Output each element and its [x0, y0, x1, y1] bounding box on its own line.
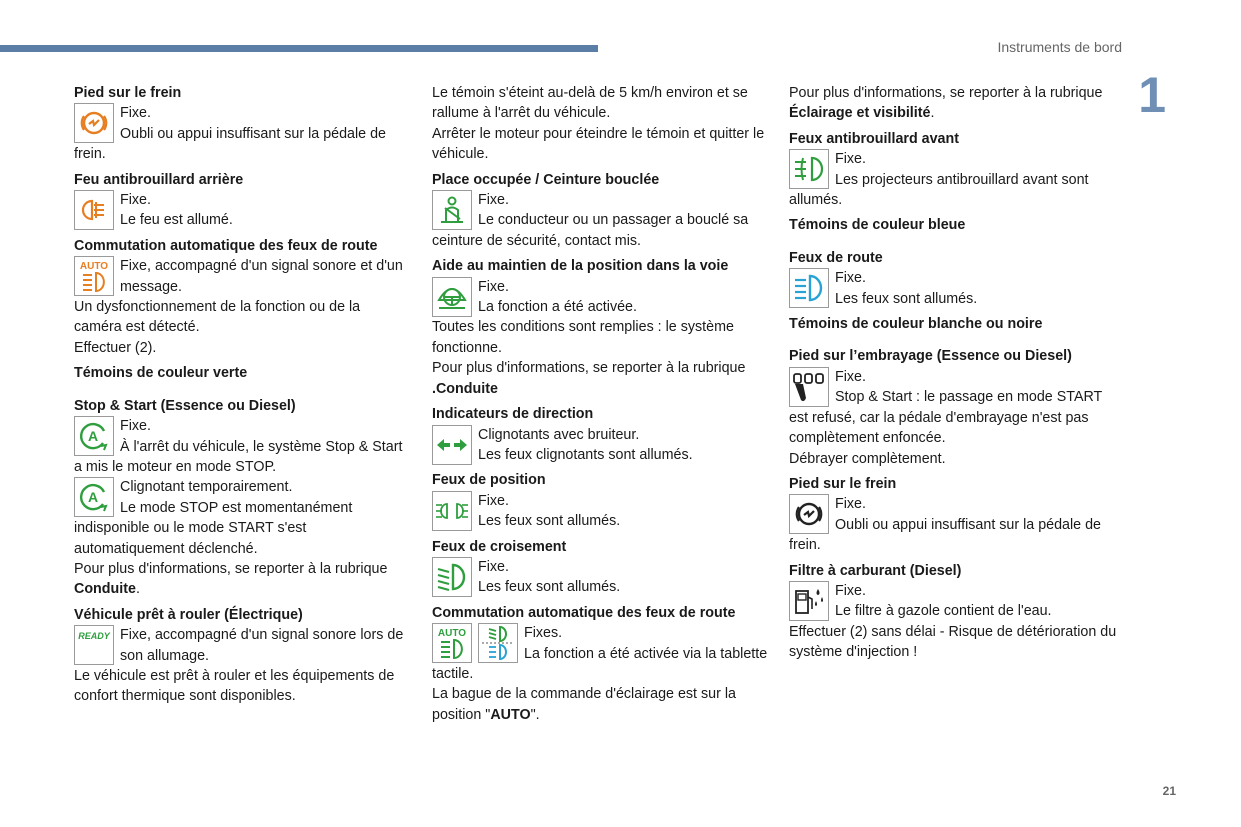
- text: [432, 358, 768, 399]
- heading-blue-lamps: Témoins de couleur bleue: [789, 217, 966, 234]
- svg-text:A: A: [87, 428, 99, 445]
- text: Clignotant temporairement.: [120, 479, 293, 496]
- turn-signal-icon: [432, 425, 472, 465]
- entry-seatbelt: [432, 190, 768, 251]
- icon-label: AUTO: [79, 261, 109, 273]
- entry-auto-high-beam: [74, 256, 410, 297]
- text: Effectuer (2) sans délai - Risque de détérioration du système d'injection !: [789, 623, 1117, 661]
- entry-position-lights: [432, 491, 768, 532]
- text: Fixe, accompagné d'un signal sonore lors de son allumage.: [120, 627, 404, 664]
- entry-clutch: [789, 367, 1125, 449]
- text: Le témoin s'éteint au-delà de 5 km/h environ et se rallume à l'arrêt du véhicule.: [432, 85, 748, 122]
- seatbelt-icon: [432, 190, 472, 230]
- beam-switch-icon: [478, 623, 518, 663]
- text: Oubli ou appui insuffisant sur la pédale de frein.: [789, 516, 1102, 554]
- icon-label: READY: [78, 631, 110, 642]
- low-beam-icon: [432, 557, 472, 597]
- heading-lane-keep: Aide au maintien de la position dans la voie: [432, 258, 729, 275]
- high-beam-icon: [789, 268, 829, 308]
- heading-low-beam: Feux de croisement: [432, 538, 567, 555]
- text: Toutes les conditions sont remplies : le système fonctionne.: [432, 319, 734, 356]
- text: Fixe.: [478, 192, 509, 209]
- front-fog-light-icon: [789, 149, 829, 189]
- text: Fixe.: [835, 496, 866, 513]
- text: Les feux clignotants sont allumés.: [478, 446, 693, 463]
- text: Les feux sont allumés.: [478, 579, 621, 596]
- text: Fixe, accompagné d'un signal sonore et d'un message.: [120, 258, 403, 295]
- text: .: [930, 105, 935, 122]
- page-number: 21: [1162, 784, 1176, 798]
- heading-white-lamps: Témoins de couleur blanche ou noire: [789, 316, 1043, 333]
- rear-fog-light-icon: [74, 190, 114, 230]
- heading-fuel-filter: Filtre à carburant (Diesel): [789, 562, 962, 579]
- auto-high-beam-icon: [432, 623, 472, 663]
- text: Fixe.: [120, 105, 151, 122]
- auto-high-beam-icon: [74, 256, 114, 296]
- text: Pour plus d'informations, se reporter à la rubrique: [432, 360, 746, 377]
- entry-auto-high-beam-2: [432, 623, 768, 684]
- entry-stop-start-fixed: [74, 416, 410, 477]
- heading-stop-start: Stop & Start (Essence ou Diesel): [74, 397, 296, 414]
- heading-auto-high-beam: Commutation automatique des feux de route: [74, 237, 378, 254]
- text: Fixe.: [478, 558, 509, 575]
- text: ".: [530, 706, 540, 723]
- entry-indicators: [432, 425, 768, 466]
- column-3: [789, 83, 1125, 663]
- heading-position-lights: Feux de position: [432, 472, 546, 489]
- text: Fixes.: [524, 625, 563, 642]
- heading-front-fog: Feux antibrouillard avant: [789, 130, 960, 147]
- text: Les feux sont allumés.: [478, 513, 621, 530]
- heading-green-lamps: Témoins de couleur verte: [74, 365, 248, 382]
- text: À l'arrêt du véhicule, le système Stop & Start a mis le moteur en mode STOP.: [74, 438, 403, 475]
- text: Le mode STOP est momentanément indisponible ou le mode START s'est automatiquement déclenché.: [74, 499, 353, 557]
- text: [432, 684, 768, 725]
- text: Fixe.: [835, 151, 866, 168]
- entry-fuel-filter: [789, 581, 1125, 622]
- link-eclairage: Éclairage et visibilité: [789, 105, 931, 122]
- text: Effectuer (2).: [74, 339, 157, 356]
- text: La fonction a été activée via la tablette tactile.: [432, 645, 768, 682]
- heading-ready: Véhicule prêt à rouler (Électrique): [74, 606, 303, 623]
- brake-pedal-icon: [789, 494, 829, 534]
- text: Le feu est allumé.: [120, 212, 233, 229]
- header-bar: [0, 45, 598, 52]
- text: Stop & Start : le passage en mode START est refusé, car la pédale d'embrayage n'est pas complètement enfoncée.: [789, 389, 1103, 447]
- text: Débrayer complètement.: [789, 450, 946, 467]
- heading-seatbelt: Place occupée / Ceinture bouclée: [432, 171, 660, 188]
- text: Fixe.: [835, 582, 866, 599]
- text: Fixe.: [478, 278, 509, 295]
- text: Pour plus d'informations, se reporter à la rubrique: [74, 560, 388, 577]
- link-conduite: .Conduite: [432, 380, 498, 397]
- heading-brake: Pied sur le frein: [74, 85, 182, 101]
- stop-start-icon: [74, 416, 114, 456]
- text: Oubli ou appui insuffisant sur la pédale de frein.: [74, 125, 387, 163]
- heading-indicators: Indicateurs de direction: [432, 406, 594, 423]
- icon-label: AUTO: [437, 628, 467, 640]
- heading-auto-high-beam-2: Commutation automatique des feux de route: [432, 604, 736, 621]
- text: Fixe.: [835, 368, 866, 385]
- text: Clignotants avec bruiteur.: [478, 426, 640, 443]
- entry-lane-keep: [432, 277, 768, 318]
- ready-icon: [74, 625, 114, 665]
- text: Fixe.: [120, 418, 151, 435]
- text: Les projecteurs antibrouillard avant sont allumés.: [789, 171, 1089, 209]
- column-1: [74, 83, 410, 707]
- text: Le filtre à gazole contient de l'eau.: [835, 603, 1052, 620]
- entry-stop-start-flashing: [74, 477, 410, 559]
- position-lights-icon: [432, 491, 472, 531]
- brake-pedal-icon: [74, 103, 114, 143]
- text: Fixe.: [835, 270, 866, 287]
- heading-clutch: Pied sur l’embrayage (Essence ou Diesel): [789, 348, 1072, 365]
- entry-rear-fog: [74, 190, 410, 231]
- entry-ready: [74, 625, 410, 666]
- svg-text:A: A: [87, 489, 99, 506]
- text: Fixe.: [120, 192, 151, 209]
- entry-brake-2: [789, 494, 1125, 555]
- chapter-number: 1: [1138, 67, 1166, 123]
- text: Arrêter le moteur pour éteindre le témoin et quitter le véhicule.: [432, 125, 765, 163]
- entry-high-beam: [789, 268, 1125, 309]
- link-conduite: Conduite: [74, 581, 136, 598]
- column-2: [432, 83, 768, 725]
- text: Fixe.: [478, 492, 509, 509]
- fuel-filter-water-icon: [789, 581, 829, 621]
- heading-high-beam: Feux de route: [789, 249, 883, 266]
- stop-start-icon: [74, 477, 114, 517]
- text: Le véhicule est prêt à rouler et les équipements de confort thermique sont disponibles.: [74, 667, 395, 705]
- entry-low-beam: [432, 557, 768, 598]
- text: La bague de la commande d'éclairage est sur la position ": [432, 686, 736, 723]
- heading-rear-fog: Feu antibrouillard arrière: [74, 171, 244, 188]
- section-title: Instruments de bord: [997, 39, 1122, 55]
- text: Le conducteur ou un passager a bouclé sa ceinture de sécurité, contact mis.: [432, 212, 749, 249]
- clutch-pedal-icon: [789, 367, 829, 407]
- text: Un dysfonctionnement de la fonction ou de la caméra est détecté.: [74, 299, 361, 336]
- text: Les feux sont allumés.: [835, 290, 978, 307]
- lane-keeping-icon: [432, 277, 472, 317]
- text: Pour plus d'informations, se reporter à la rubrique: [789, 85, 1103, 101]
- text: AUTO: [490, 706, 531, 723]
- entry-brake: [74, 103, 410, 164]
- text: [74, 559, 410, 600]
- text: La fonction a été activée.: [478, 299, 637, 316]
- heading-brake-2: Pied sur le frein: [789, 475, 897, 492]
- entry-front-fog: [789, 149, 1125, 210]
- text: .: [135, 581, 140, 598]
- text: [789, 83, 1125, 124]
